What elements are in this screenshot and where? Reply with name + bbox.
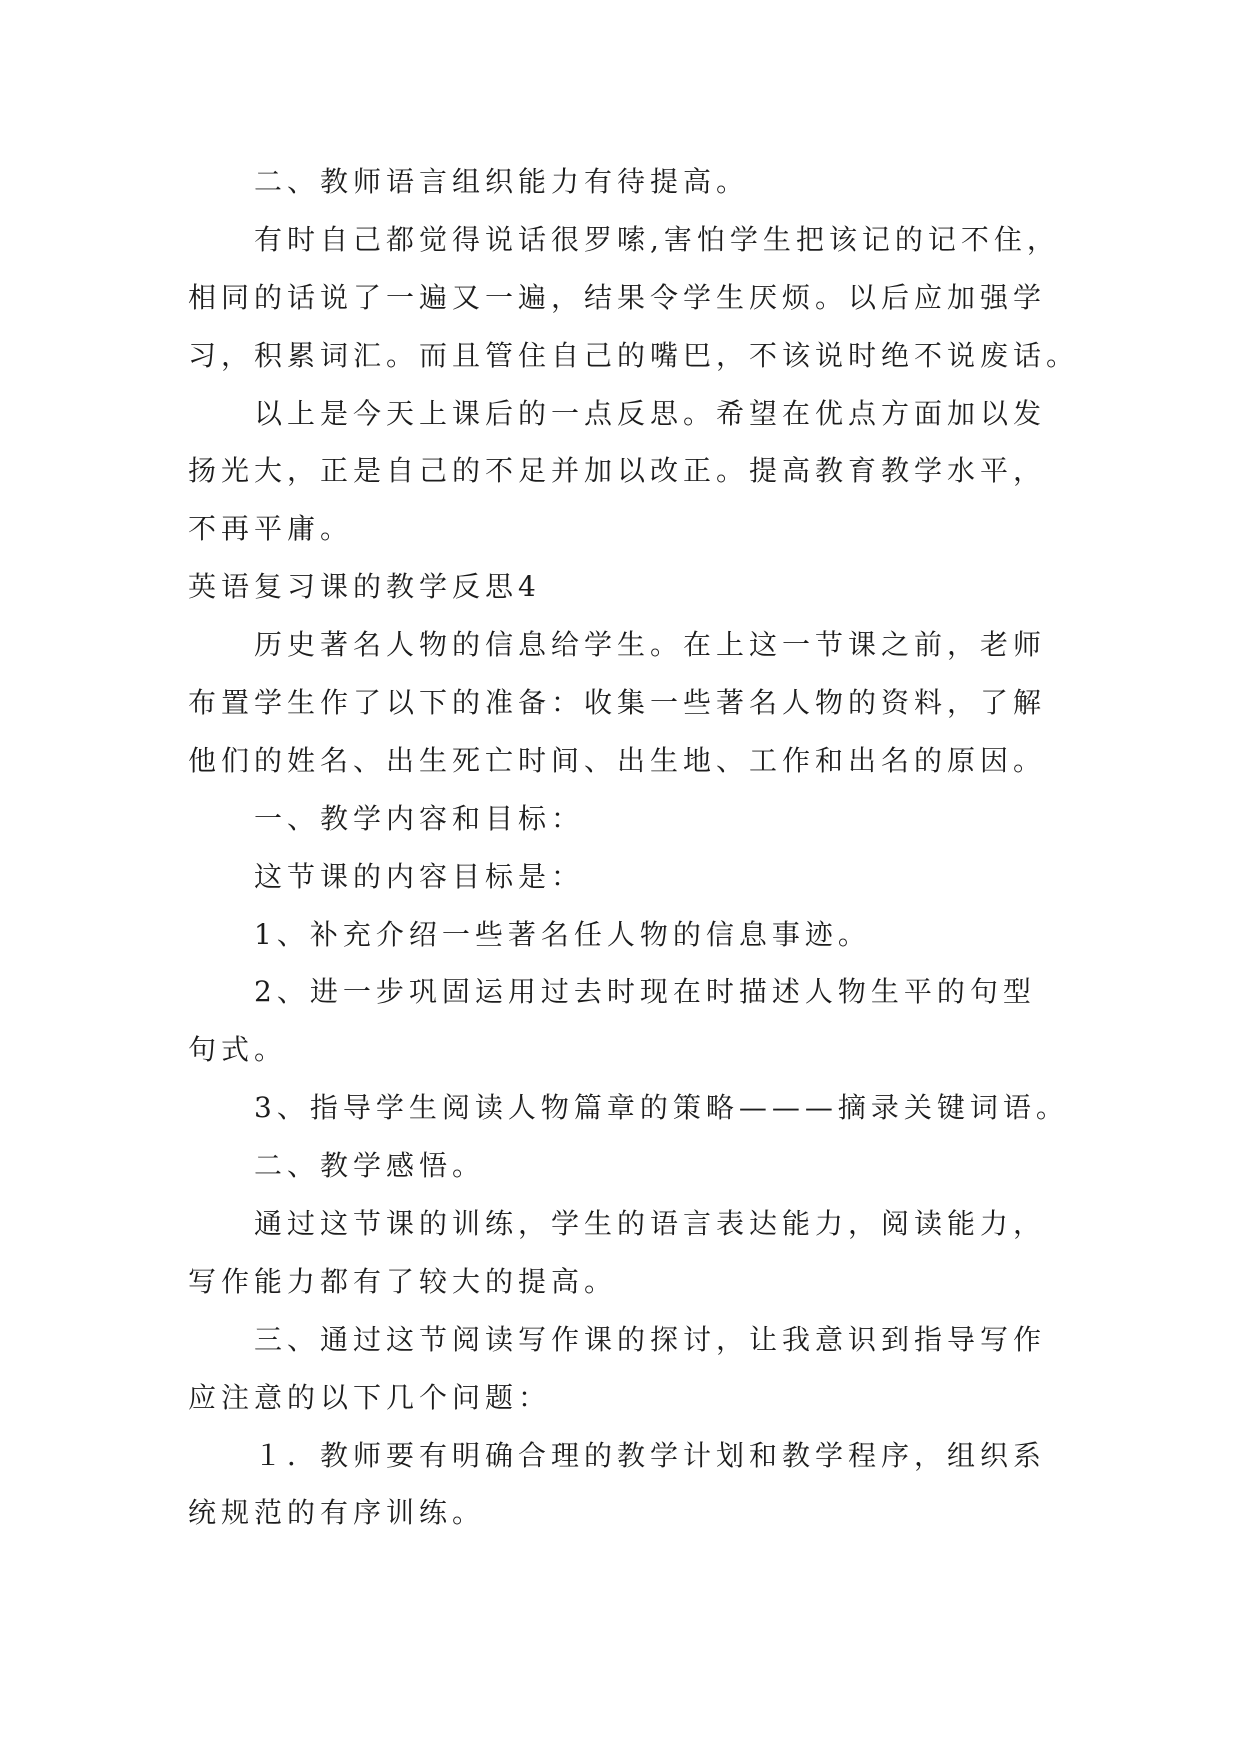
paragraph-line: 布置学生作了以下的准备：收集一些著名人物的资料，了解 [188, 686, 1047, 720]
paragraph-line: 应注意的以下几个问题： [188, 1380, 552, 1414]
paragraph-line: 历史著名人物的信息给学生。在上这一节课之前，老师 [254, 628, 1047, 662]
paragraph-line: 句式。 [188, 1033, 288, 1067]
paragraph [188, 906, 1188, 964]
paragraph-line: 一、教学内容和目标： [254, 801, 585, 835]
paragraph-line: 有时自己都觉得说话很罗嗦,害怕学生把该记的记不住， [254, 222, 1060, 256]
paragraph-line: 3、指导学生阅读人物篇章的策略———摘录关键词语。 [254, 1091, 1069, 1125]
paragraph-line: 写作能力都有了较大的提高。 [188, 1264, 618, 1298]
paragraph [188, 1079, 1188, 1137]
paragraph-line: 不再平庸。 [188, 512, 354, 546]
paragraph-line: 2、进一步巩固运用过去时现在时描述人物生平的句型 [254, 975, 1036, 1009]
paragraph-line: 二、教师语言组织能力有待提高。 [254, 165, 750, 198]
paragraph [188, 963, 1188, 1079]
paragraph [188, 848, 1188, 906]
document-body [188, 153, 1188, 1542]
paragraph-line: 扬光大，正是自己的不足并加以改正。提高教育教学水平， [188, 454, 1047, 488]
paragraph-line: 统规范的有序训练。 [188, 1496, 486, 1530]
paragraph [188, 790, 1188, 848]
paragraph-line: 习，积累词汇。而且管住自己的嘴巴，不该说时绝不说废话。 [188, 338, 1080, 372]
paragraph-line: １．教师要有明确合理的教学计划和教学程序，组织系 [254, 1438, 1047, 1472]
paragraph-line: 以上是今天上课后的一点反思。希望在优点方面加以发 [254, 396, 1047, 430]
paragraph-line: 他们的姓名、出生死亡时间、出生地、工作和出名的原因。 [188, 743, 1047, 777]
paragraph [188, 1195, 1188, 1311]
paragraph [188, 616, 1188, 790]
paragraph [188, 385, 1188, 559]
section-heading: 英语复习课的教学反思4 [188, 570, 541, 604]
paragraph [188, 1311, 1188, 1427]
paragraph [188, 1137, 1188, 1195]
paragraph-line: 通过这节课的训练，学生的语言表达能力，阅读能力， [254, 1207, 1047, 1241]
paragraph [188, 153, 1188, 211]
paragraph-line: 1、补充介绍一些著名任人物的信息事迹。 [254, 917, 871, 951]
paragraph-line: 相同的话说了一遍又一遍，结果令学生厌烦。以后应加强学 [188, 280, 1047, 314]
paragraph-line: 二、教学感悟。 [254, 1149, 486, 1183]
paragraph [188, 211, 1188, 385]
paragraph [188, 1427, 1188, 1543]
paragraph-line: 这节课的内容目标是： [254, 859, 585, 893]
paragraph-line: 三、通过这节阅读写作课的探讨，让我意识到指导写作 [254, 1322, 1047, 1356]
